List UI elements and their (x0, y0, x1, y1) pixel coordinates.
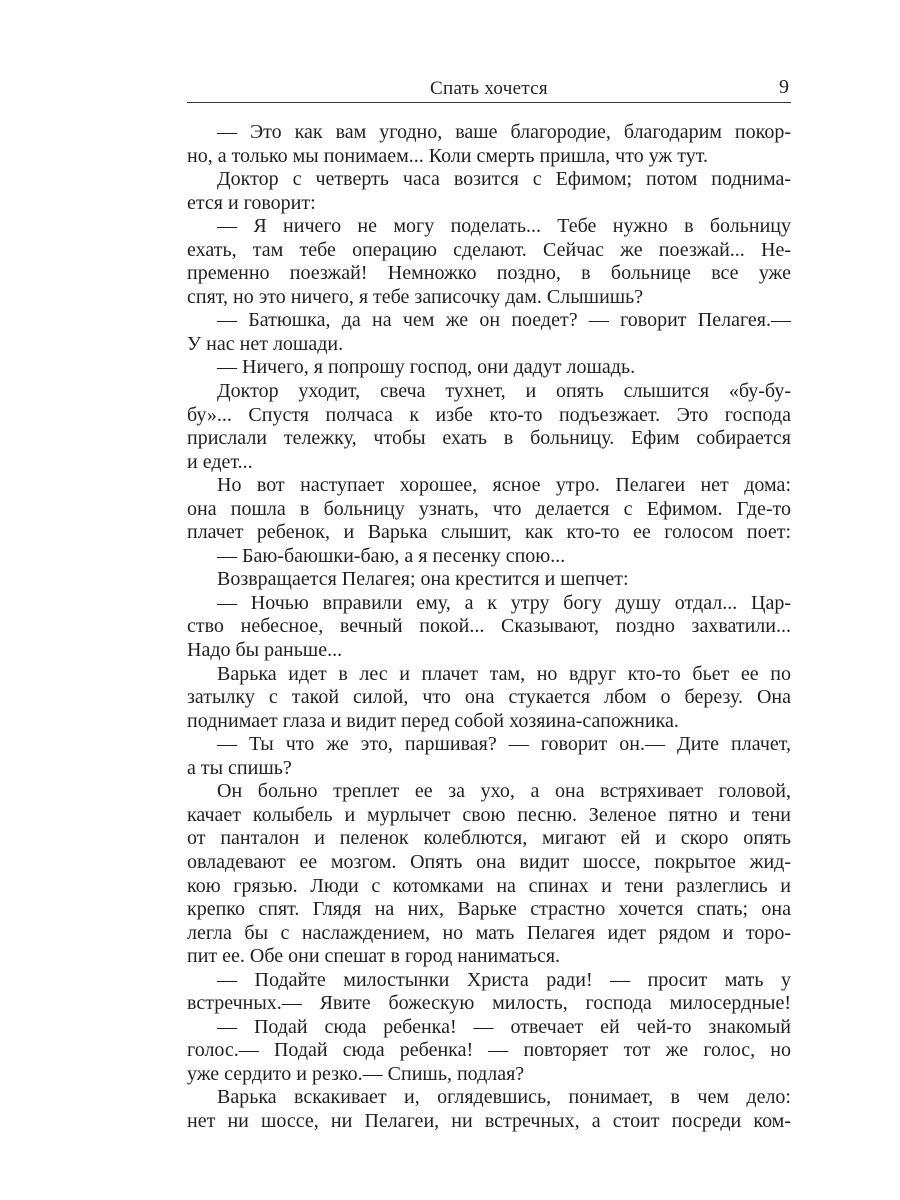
text-line: — Это как вам угодно, ваше благородие, благодарим покор- (217, 121, 791, 143)
text-line: Доктор уходит, свеча тухнет, и опять слышится «бу-бу- (217, 380, 791, 403)
text-line: Возвращается Пелагея; она крестится и шепчет: (217, 568, 629, 591)
text-line: бу»... Спустя полчаса к избе кто-то подъезжает. Это господа (187, 403, 791, 426)
text-line: — Подайте милостынки Христа ради! — просит мать у (217, 968, 791, 991)
text-line: встречных.— Явите божескую милость, господа милосердные! (187, 992, 791, 1015)
body-text (187, 121, 791, 1134)
text-line: — Я ничего не могу поделать... Тебе нужно в больницу (217, 215, 791, 238)
page-number: 9 (779, 76, 789, 98)
text-line: — Ничего, я попрошу господ, они дадут лошадь. (217, 356, 636, 379)
text-line: Варька идет в лес и плачет там, но вдруг кто-то бьет ее по (217, 662, 791, 685)
running-title: Спать хочется (430, 78, 548, 99)
text-line: Варька вскакивает и, оглядевшись, понимает, в чем дело: (217, 1086, 791, 1109)
text-line: а ты спишь? (187, 756, 292, 779)
text-line: пременно поезжай! Немножко поздно, в больнице все уже (187, 262, 791, 285)
text-line: — Ночью вправили ему, а к утру богу душу отдал... Цар- (217, 591, 791, 614)
text-line: Надо бы раньше... (187, 639, 343, 662)
text-line: кою грязью. Люди с котомками на спинах и тени разлеглись и (187, 874, 791, 897)
text-line: Но вот наступает хорошее, ясное утро. Пелагеи нет дома: (217, 474, 791, 497)
text-line: У нас нет лошади. (187, 332, 344, 355)
text-line: затылку с такой силой, что она стукается лбом о березу. Она (187, 686, 791, 709)
running-header (187, 76, 791, 102)
text-line: — Ты что же это, паршивая? — говорит он.— Дите плачет, (217, 733, 791, 756)
text-line: пит ее. Обе они спешат в город наниматься. (187, 945, 561, 968)
header-rule (187, 102, 791, 103)
text-line: — Баю-баюшки-баю, а я песенку спою... (217, 544, 566, 567)
text-line: голос.— Подай сюда ребенка! — повторяет тот же голос, но (187, 1039, 791, 1062)
text-line: и едет... (187, 450, 253, 473)
text-line: ство небесное, вечный покой... Сказывают, поздно захватили... (187, 615, 791, 638)
text-line: поднимает глаза и видит перед собой хозяина-сапожника. (187, 709, 679, 732)
text-line: прислали тележку, чтобы ехать в больницу. Ефим собирается (187, 427, 791, 450)
text-line: овладевают ее мозгом. Опять она видит шоссе, покрытое жид- (187, 850, 791, 873)
text-line: спят, но это ничего, я тебе записочку дам. Слышишь? (187, 285, 644, 308)
text-line: ется и говорит: (187, 191, 316, 214)
text-line: крепко спят. Глядя на них, Варьке страстно хочется спать; она (187, 898, 791, 921)
text-line: от панталон и пеленок колеблются, мигают ей и скоро опять (187, 827, 791, 850)
text-line: — Батюшка, да на чем же он поедет? — говорит Пелагея.— (217, 309, 791, 332)
text-line: она пошла в больницу узнать, что делается с Ефимом. Где-то (187, 497, 791, 520)
text-line: Он больно треплет ее за ухо, а она встряхивает головой, (217, 780, 791, 803)
text-line: но, а только мы понимаем... Коли смерть пришла, что уж тут. (187, 144, 708, 167)
text-line: ехать, там тебе операцию сделают. Сейчас же поезжай... Не- (187, 238, 791, 261)
text-line: уже сердито и резко.— Спишь, подлая? (187, 1062, 525, 1085)
text-line: легла бы с наслаждением, но мать Пелагея идет рядом и торо- (187, 921, 791, 944)
text-line: нет ни шоссе, ни Пелагеи, ни встречных, а стоит посреди ком- (187, 1109, 791, 1132)
text-line: плачет ребенок, и Варька слышит, как кто-то ее голосом поет: (187, 521, 791, 544)
text-line: Доктор с четверть часа возится с Ефимом; потом поднима- (217, 168, 791, 191)
text-line: качает колыбель и мурлычет свою песню. Зеленое пятно и тени (187, 803, 791, 826)
text-line: — Подай сюда ребенка! — отвечает ей чей-то знакомый (217, 1015, 791, 1038)
